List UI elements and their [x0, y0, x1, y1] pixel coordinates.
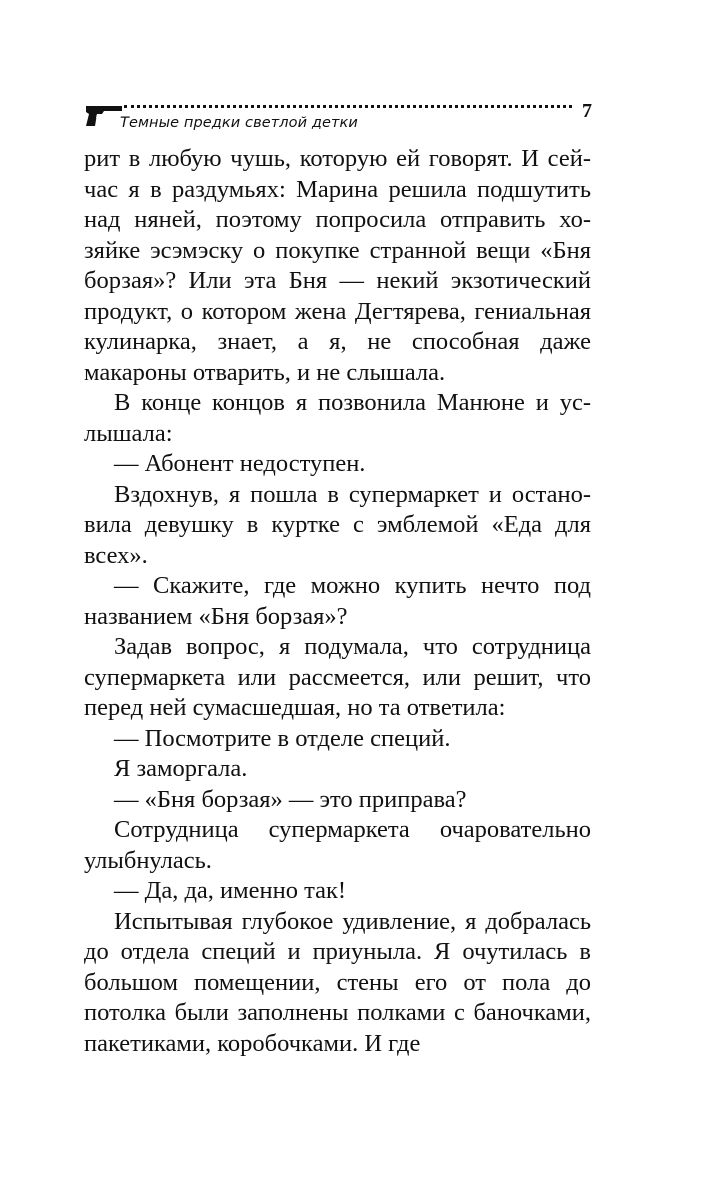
page-number: 7 [582, 100, 592, 122]
body-text [84, 144, 591, 1059]
paragraph: В конце концов я позвонила Манюне и услышала: [84, 389, 591, 447]
paragraph: Сотрудница супермаркета очаровательно улыбнулась. [84, 816, 591, 874]
revolver-icon [84, 102, 124, 128]
paragraph: Задав вопрос, я подумала, что сотрудница супермаркета или рассмеется, или решит, что перед ней сумасшедшая, но та ответила: [84, 633, 591, 721]
paragraph: Вздохнув, я пошла в супермаркет и остановила девушку в куртке с эмблемой «Еда для всех». [84, 480, 591, 569]
header-dotted-rule [124, 105, 572, 108]
paragraph: — «Бня борзая» — это приправа? [114, 785, 467, 813]
paragraph: рит в любую чушь, которую ей говорят. И сейчас я в раздумьях: Марина решила подшутить над няней, поэтому попросила отправить хозяйке эсэмэску о покупке странной вещи «Бня борзая»? Или эта Бня — некий экзотический продукт, о котором жена Дегтярева, гениальная кулинарка, знает, а я, не способная даже макароны отварить, и не слышала. [84, 145, 591, 386]
paragraph: — Да, да, именно так! [114, 877, 347, 904]
page-header [84, 96, 594, 136]
paragraph: — Скажите, где можно купить нечто под названием «Бня борзая»? [84, 572, 591, 630]
running-title: Темные предки светлой детки [120, 115, 358, 131]
paragraph: Я заморгала. [114, 755, 248, 782]
paragraph: Испытывая глубокое удивление, я добралась до отдела специй и приуныла. Я очутилась в большом помещении, стены его от пола до потолка были заполнены полками с баночками, пакетиками, коробочками. И где [84, 907, 591, 1057]
paragraph: — Посмотрите в отделе специй. [114, 724, 451, 752]
paragraph: — Абонент недоступен. [114, 450, 366, 477]
